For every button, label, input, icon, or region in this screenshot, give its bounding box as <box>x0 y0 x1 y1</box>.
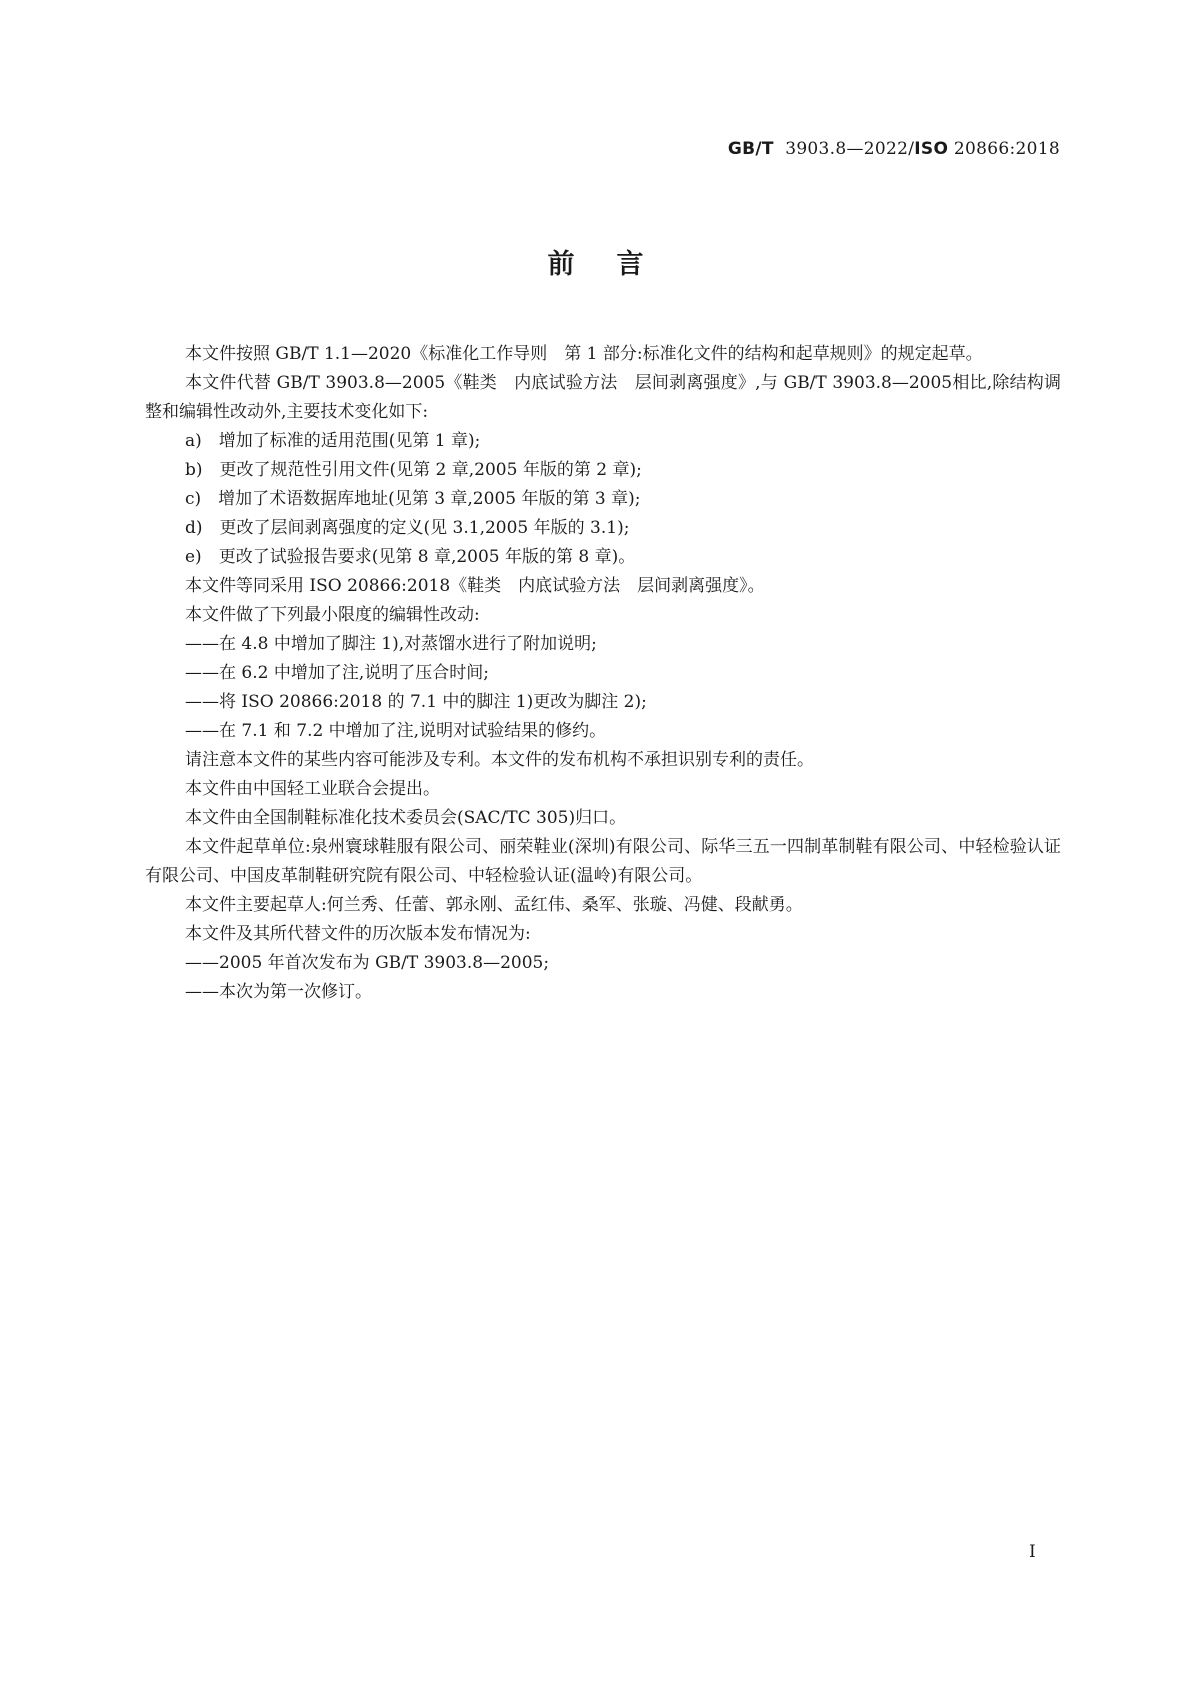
change-item-d: d) 更改了层间剥离强度的定义(见 3.1,2005 年版的 3.1); <box>185 518 630 538</box>
paragraph-iso-adoption: 本文件等同采用 ISO 20866:2018《鞋类 内底试验方法 层间剥离强度》。 <box>185 576 765 596</box>
paragraph-administrator: 本文件由全国制鞋标准化技术委员会(SAC/TC 305)归口。 <box>185 808 627 828</box>
paragraph-drafters: 本文件主要起草人:何兰秀、任蕾、郭永刚、孟红伟、桑军、张璇、冯健、段献勇。 <box>185 895 803 915</box>
paragraph-drafting-units: 本文件起草单位:泉州寰球鞋服有限公司、丽荣鞋业(深圳)有限公司、际华三五一四制革制鞋有限公司、中轻检验认证有限公司、中国皮革制鞋研究院有限公司、中轻检验认证(温岭)有限公司。 <box>145 837 1061 886</box>
paragraph-proposer: 本文件由中国轻工业联合会提出。 <box>185 779 440 799</box>
history-item-2: ——本次为第一次修订。 <box>185 982 372 1002</box>
standard-number-header <box>728 139 1060 159</box>
change-item-a: a) 增加了标准的适用范围(见第 1 章); <box>185 431 481 451</box>
change-item-e: e) 更改了试验报告要求(见第 8 章,2005 年版的第 8 章)。 <box>185 547 636 567</box>
paragraph-editorial-changes: 本文件做了下列最小限度的编辑性改动: <box>185 605 480 625</box>
paragraph-drafting-basis: 本文件按照 GB/T 1.1—2020《标准化工作导则 第 1 部分:标准化文件的结构和起草规则》的规定起草。 <box>185 344 983 364</box>
edit-item-4: ——在 7.1 和 7.2 中增加了注,说明对试验结果的修约。 <box>185 721 607 741</box>
change-item-b: b) 更改了规范性引用文件(见第 2 章,2005 年版的第 2 章); <box>185 460 642 480</box>
iso-prefix: ISO <box>914 139 949 159</box>
change-item-c: c) 增加了术语数据库地址(见第 3 章,2005 年版的第 3 章); <box>185 489 641 509</box>
standard-prefix: GB/T <box>727 139 774 159</box>
page-title: 前言 <box>547 249 686 280</box>
edit-item-1: ——在 4.8 中增加了脚注 1),对蒸馏水进行了附加说明; <box>185 634 597 654</box>
iso-number: 20866:2018 <box>953 139 1060 159</box>
paragraph-replacement: 本文件代替 GB/T 3903.8—2005《鞋类 内底试验方法 层间剥离强度》,与 GB/T 3903.8—2005相比,除结构调整和编辑性改动外,主要技术变化如下: <box>145 373 1061 422</box>
paragraph-patent-notice: 请注意本文件的某些内容可能涉及专利。本文件的发布机构不承担识别专利的责任。 <box>185 750 814 770</box>
edit-item-3: ——将 ISO 20866:2018 的 7.1 中的脚注 1)更改为脚注 2); <box>185 692 647 712</box>
edit-item-2: ——在 6.2 中增加了注,说明了压合时间; <box>185 663 489 683</box>
standard-number: 3903.8—2022/ <box>785 139 915 159</box>
paragraph-history-intro: 本文件及其所代替文件的历次版本发布情况为: <box>185 924 531 944</box>
history-item-1: ——2005 年首次发布为 GB/T 3903.8—2005; <box>185 953 550 973</box>
foreword-body <box>145 340 1061 1007</box>
page-number: I <box>1029 1542 1036 1562</box>
